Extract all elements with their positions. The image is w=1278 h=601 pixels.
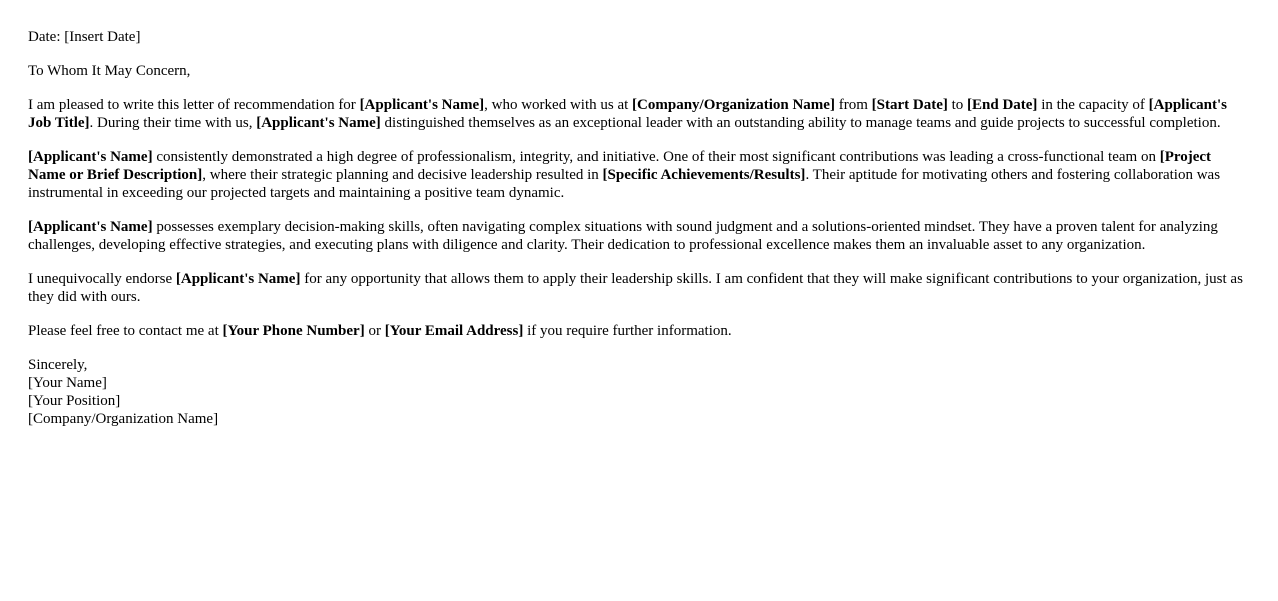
closing-block [28, 356, 1250, 428]
text: from [834, 97, 872, 113]
text: . Their aptitude for motivating others and fostering collaboration was instrumental in exceeding our projected targets and maintaining a positive team dynamic. [28, 167, 1221, 201]
placeholder-achievements: [Specific Achievements/Results] [602, 167, 806, 183]
placeholder-company-name: [Company/Organization Name] [632, 97, 835, 113]
placeholder-start-date: [Start Date] [871, 97, 948, 113]
date-line: Date: [Insert Date] [28, 29, 141, 45]
placeholder-applicant-name: [Applicant's Name] [256, 115, 381, 131]
signer-name: [Your Name] [28, 375, 107, 391]
text: , where their strategic planning and decisive leadership resulted in [202, 167, 603, 183]
text: for any opportunity that allows them to apply their leadership skills. I am confident that they will make significant contributions to your organization, just as they did with ours. [28, 271, 1243, 305]
placeholder-applicant-name: [Applicant's Name] [28, 149, 153, 165]
placeholder-applicant-name: [Applicant's Name] [28, 219, 153, 235]
placeholder-phone-number: [Your Phone Number] [222, 323, 365, 339]
text: if you require further information. [523, 323, 732, 339]
text: consistently demonstrated a high degree of professionalism, integrity, and initiative. One of their most significant contributions was leading a cross-functional team on [152, 149, 1160, 165]
salutation: To Whom It May Concern, [28, 63, 191, 79]
text: Please feel free to contact me at [28, 323, 223, 339]
text: distinguished themselves as an exceptional leader with an outstanding ability to manage teams and guide projects to successful completion. [380, 115, 1221, 131]
text: , who worked with us at [484, 97, 633, 113]
paragraph-contact [28, 322, 1250, 340]
text: to [947, 97, 968, 113]
placeholder-job-title: [Applicant's Job Title] [28, 97, 1228, 131]
text: possesses exemplary decision-making skills, often navigating complex situations with sound judgment and a solutions-oriented mindset. They have a proven talent for analyzing challenges, developing effective strategies, and executing plans with diligence and clarity. Their dedication to professional excellence makes them an invaluable asset to any organization. [28, 219, 1218, 253]
placeholder-applicant-name: [Applicant's Name] [175, 271, 301, 287]
text: . During their time with us, [89, 115, 257, 131]
sign-off: Sincerely, [28, 357, 88, 373]
paragraph-intro [28, 96, 1250, 132]
placeholder-applicant-name: [Applicant's Name] [359, 97, 485, 113]
signer-position: [Your Position] [28, 393, 121, 409]
paragraph-endorsement [28, 270, 1250, 306]
text: or [364, 323, 385, 339]
signer-company: [Company/Organization Name] [28, 411, 219, 427]
text: in the capacity of [1037, 97, 1149, 113]
paragraph-contributions [28, 148, 1250, 202]
placeholder-project-name: [Project Name or Brief Description] [28, 149, 1212, 183]
placeholder-end-date: [End Date] [967, 97, 1038, 113]
placeholder-email-address: [Your Email Address] [384, 323, 524, 339]
paragraph-skills [28, 218, 1250, 254]
text: I am pleased to write this letter of recommendation for [28, 97, 360, 113]
recommendation-letter [28, 28, 1250, 444]
text: I unequivocally endorse [28, 271, 176, 287]
